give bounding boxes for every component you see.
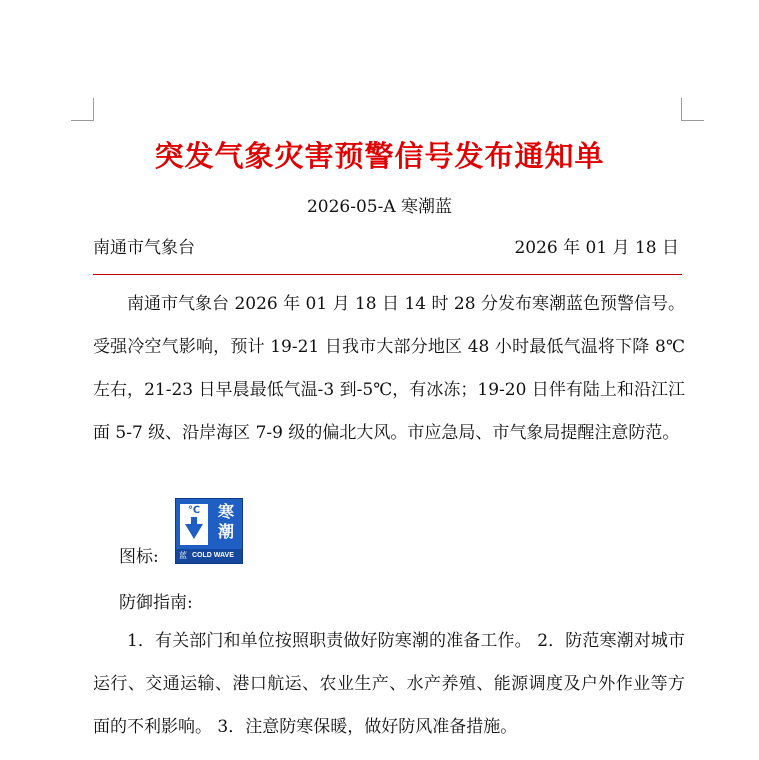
cold-wave-en-text: COLD WAVE xyxy=(192,552,234,559)
guide-body xyxy=(93,620,685,749)
issuer-name: 南通市气象台 xyxy=(93,238,195,258)
notice-code: 2026-05-A 寒潮蓝 xyxy=(306,197,453,217)
down-arrow-icon xyxy=(185,524,203,539)
page-corner-mark-top-right xyxy=(681,98,704,121)
guide-paragraph: 1．有关部门和单位按照职责做好防寒潮的准备工作。 2．防范寒潮对城市运行、交通运输、港口航运、农业生产、水产养殖、能源调度及户外作业等方面的不利影响。 3．注意防寒保暖，做好防风准备措施。 xyxy=(93,631,685,737)
notice-paragraph: 南通市气象台 2026 年 01 月 18 日 14 时 28 分发布寒潮蓝色预警信号。受强冷空气影响，预计 19-21 日我市大部分地区 48 小时最低气温将下降 8℃左右，21-23 日早晨最低气温-3 到-5℃，有冰冻；19-20 日伴有陆上和沿江江面 5-7 级、沿岸海区 7-9 级的偏北大风。市应急局、市气象局提醒注意防范。 xyxy=(93,294,685,443)
figure-row xyxy=(93,496,393,566)
figure-label: 图标: xyxy=(119,547,159,567)
cold-wave-cn-text: 寒 潮 xyxy=(217,502,234,541)
notice-body xyxy=(93,283,685,455)
level-char: 蓝 xyxy=(179,551,187,560)
guide-label: 防御指南: xyxy=(119,593,193,613)
notice-title: 突发气象灾害预警信号发布通知单 xyxy=(154,139,605,173)
header-divider xyxy=(93,274,682,275)
degree-celsius-icon: ℃ xyxy=(187,505,201,516)
page-corner-mark-top-left xyxy=(71,98,94,121)
cold-wave-blue-signal-icon xyxy=(175,498,243,564)
cold-wave-en-band xyxy=(176,549,242,563)
thermometer-panel xyxy=(180,504,208,545)
issue-date: 2026 年 01 月 18 日 xyxy=(514,238,679,258)
